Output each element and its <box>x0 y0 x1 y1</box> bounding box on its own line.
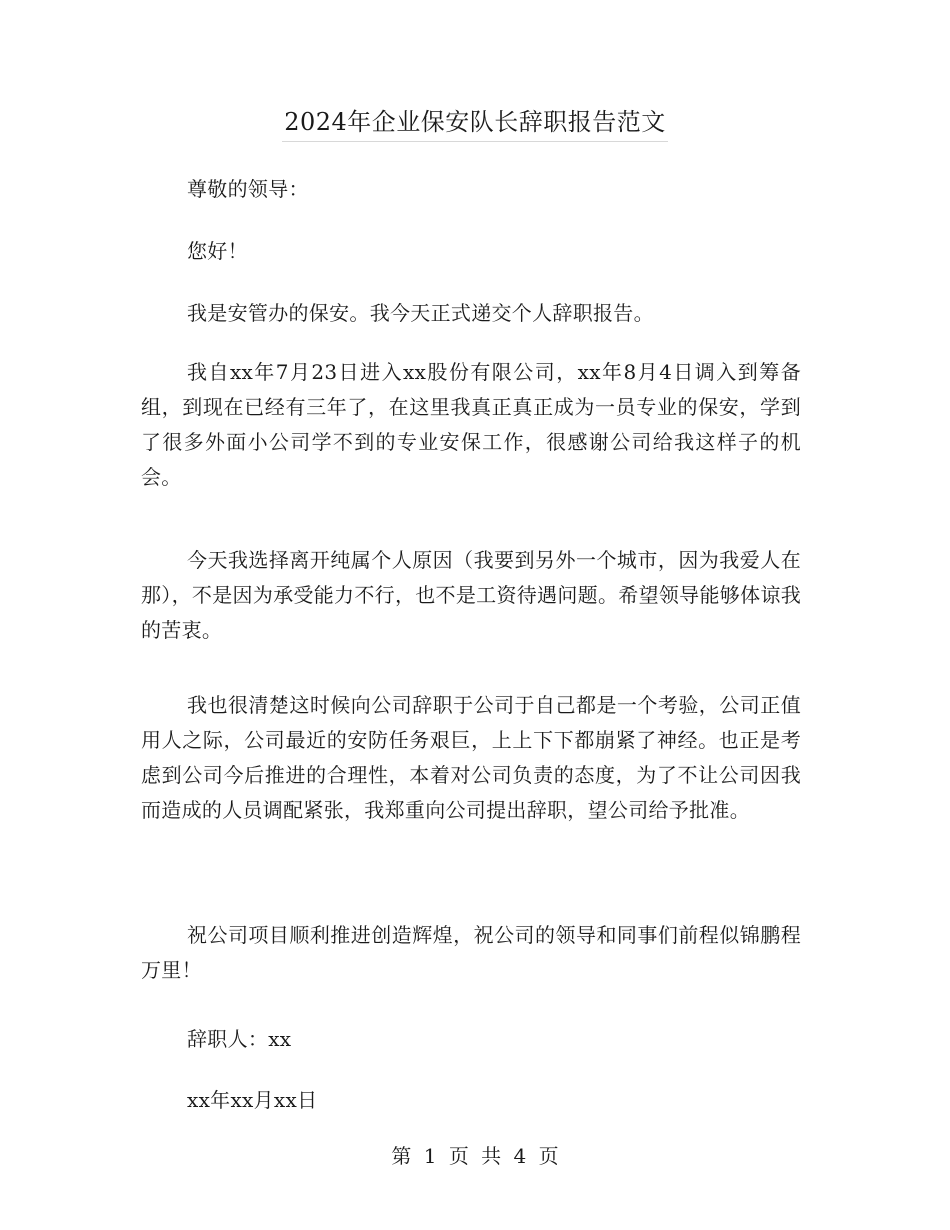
greeting: 您好！ <box>187 239 248 263</box>
paragraph-wishes: 祝公司项目顺利推进创造辉煌，祝公司的领导和同事们前程似锦鹏程万里！ <box>141 923 801 982</box>
paragraph-reason: 今天我选择离开纯属个人原因（我要到另外一个城市，因为我爱人在那），不是因为承受能力不行，也不是工资待遇问题。希望领导能够体谅我的苦衷。 <box>141 548 801 642</box>
title-container <box>0 103 950 142</box>
page-footer: 第 1 页 共 4 页 <box>391 1144 559 1168</box>
paragraph-request: 我也很清楚这时候向公司辞职于公司于自己都是一个考验，公司正值用人之际，公司最近的安防任务艰巨，上上下下都崩紧了神经。也正是考虑到公司今后推进的合理性，本着对公司负责的态度，为了不让公司因我而造成的人员调配紧张，我郑重向公司提出辞职，望公司给予批准。 <box>141 693 801 822</box>
paragraph-intro: 我是安管办的保安。我今天正式递交个人辞职报告。 <box>187 301 654 325</box>
salutation: 尊敬的领导： <box>187 177 309 201</box>
document-title: 2024年企业保安队长辞职报告范文 <box>282 103 668 142</box>
signature-date: xx年xx月xx日 <box>187 1088 318 1112</box>
paragraph-history: 我自xx年7月23日进入xx股份有限公司，xx年8月4日调入到筹备组，到现在已经有三年了，在这里我真正真正成为一员专业的保安，学到了很多外面小公司学不到的专业安保工作，很感谢公司给我这样子的机会。 <box>141 360 801 489</box>
signature-name: 辞职人：xx <box>187 1027 292 1051</box>
